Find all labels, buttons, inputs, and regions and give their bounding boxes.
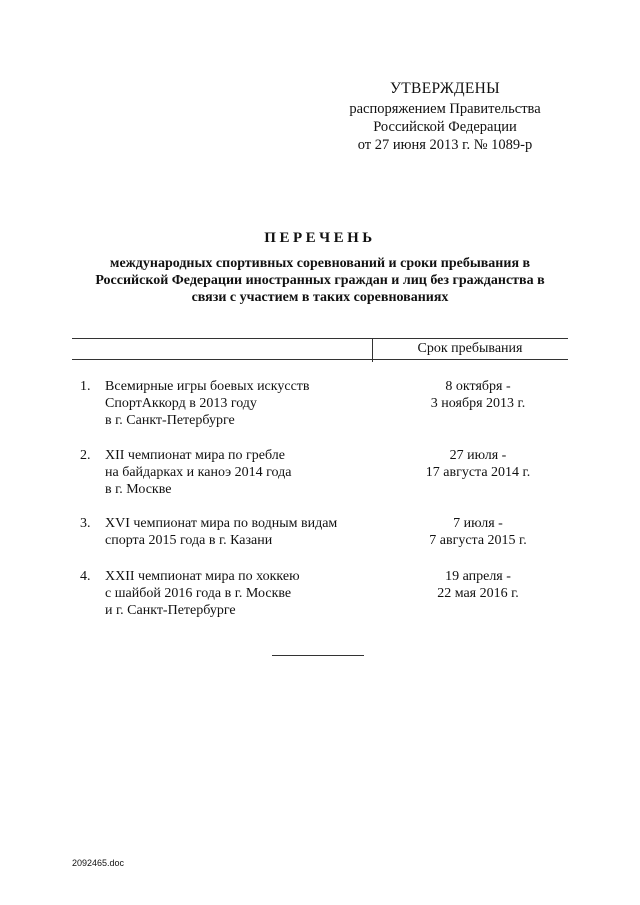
term-line: 22 мая 2016 г. (437, 586, 519, 601)
row-number: 4. (80, 569, 91, 584)
column-header-term: Срок пребывания (417, 341, 523, 356)
name-line: в г. Москве (105, 482, 172, 497)
approval-title: УТВЕРЖДЕНЫ (390, 80, 500, 97)
term-line: 7 августа 2015 г. (429, 533, 527, 548)
competition-name (105, 515, 375, 549)
competition-name (105, 568, 375, 619)
approval-line: от 27 июня 2013 г. № 1089-р (357, 137, 533, 153)
closing-separator-line (272, 655, 364, 656)
term-line: 3 ноября 2013 г. (430, 396, 526, 411)
document-subtitle (60, 255, 580, 306)
subtitle-line: международных спортивных соревнований и сроки пребывания в (109, 256, 531, 271)
name-line: СпортАккорд в 2013 году (105, 396, 257, 411)
name-line: в г. Санкт-Петербурге (105, 413, 235, 428)
stay-term (388, 378, 568, 412)
term-line: 19 апреля - (445, 569, 511, 584)
table-header (72, 338, 568, 360)
term-line: 7 июля - (453, 516, 503, 531)
name-line: и г. Санкт-Петербурге (105, 603, 236, 618)
stay-term (388, 568, 568, 602)
name-line: спорта 2015 года в г. Казани (105, 533, 273, 548)
name-line: XXII чемпионат мира по хоккею (105, 569, 300, 584)
subtitle-line: связи с участием в таких соревнованиях (191, 290, 449, 305)
name-line: на байдарках и каноэ 2014 года (105, 465, 292, 480)
competition-name (105, 378, 375, 429)
row-number: 2. (80, 448, 91, 463)
file-code: 2092465.doc (72, 858, 125, 868)
stay-term (388, 515, 568, 549)
competition-name (105, 447, 375, 498)
name-line: XVI чемпионат мира по водным видам (105, 516, 338, 531)
approval-line: распоряжением Правительства (349, 101, 541, 117)
term-line: 8 октября - (445, 379, 511, 394)
name-line: XII чемпионат мира по гребле (105, 448, 285, 463)
subtitle-line: Российской Федерации иностранных граждан и лиц без гражданства в (95, 273, 545, 288)
row-number: 3. (80, 516, 91, 531)
document-title: ПЕРЕЧЕНЬ (264, 230, 376, 246)
approval-block (330, 80, 560, 154)
name-line: Всемирные игры боевых искусств (105, 379, 310, 394)
row-number: 1. (80, 379, 91, 394)
stay-term (388, 447, 568, 481)
term-line: 17 августа 2014 г. (425, 465, 531, 480)
term-line: 27 июля - (449, 448, 507, 463)
name-line: с шайбой 2016 года в г. Москве (105, 586, 292, 601)
approval-line: Российской Федерации (373, 119, 517, 135)
